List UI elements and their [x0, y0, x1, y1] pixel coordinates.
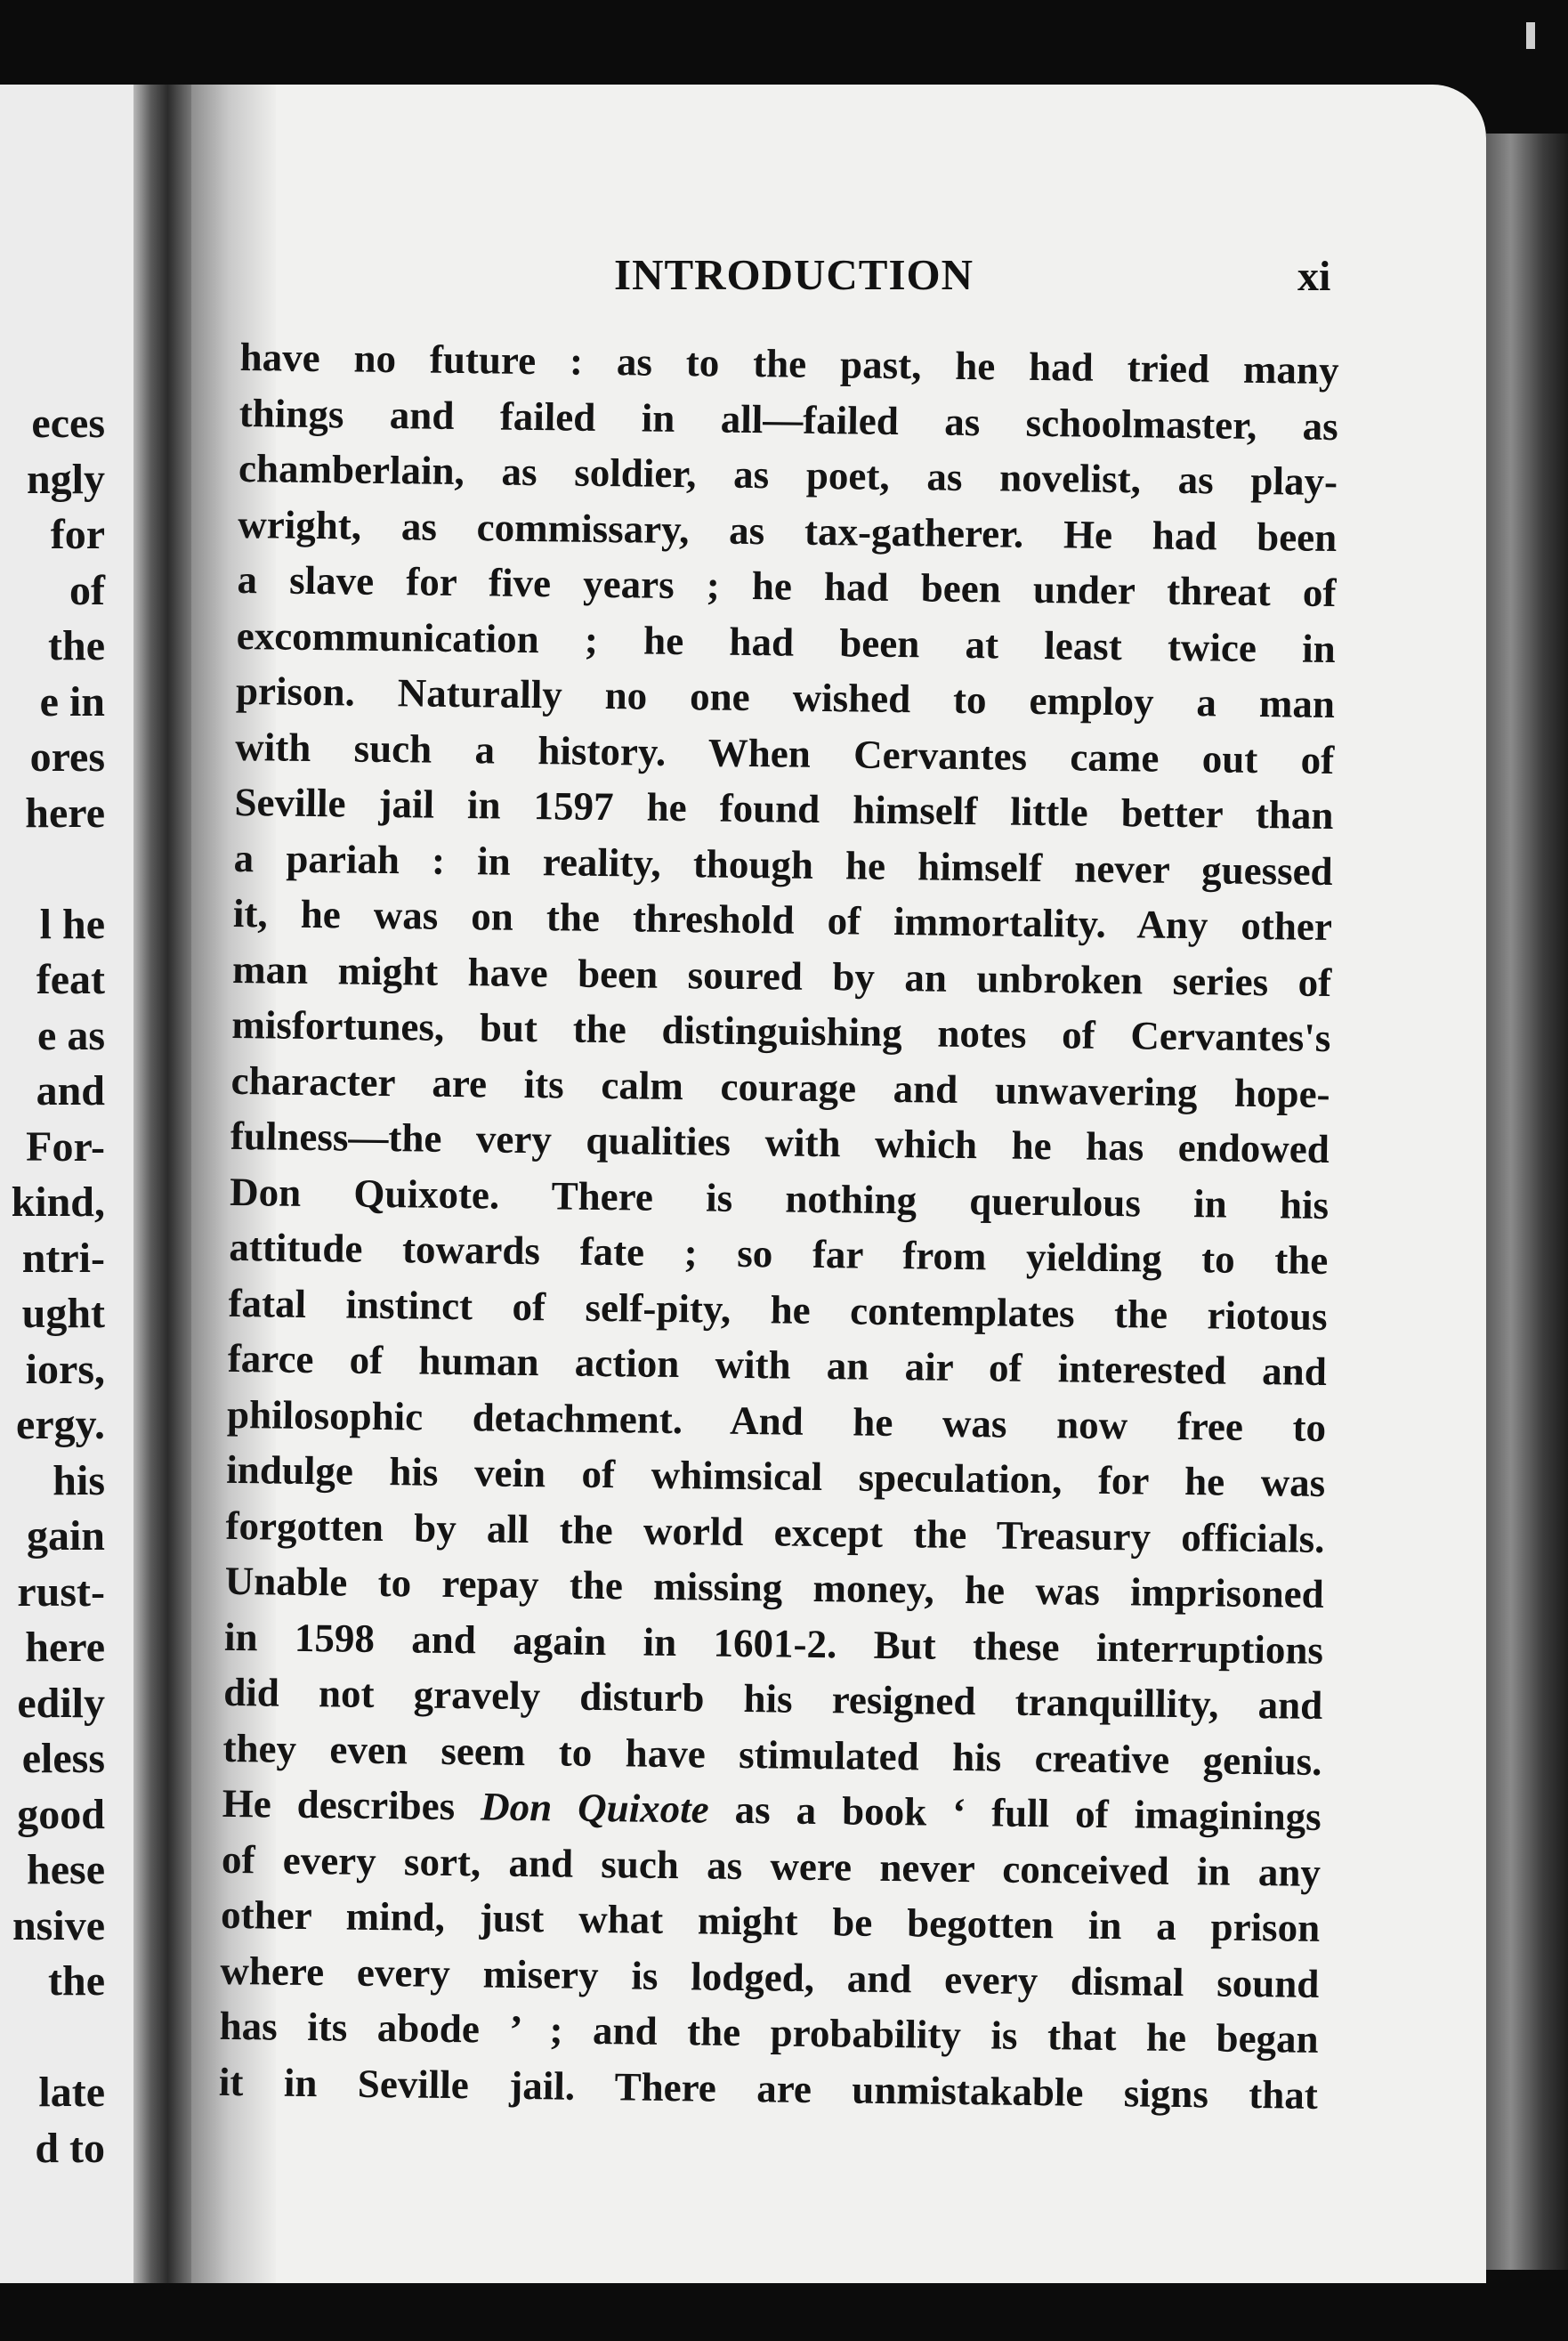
- left-line: iors,: [25, 1345, 105, 1393]
- left-line: d to: [35, 2124, 105, 2172]
- left-line: [0, 841, 105, 897]
- left-line: nsive: [12, 1901, 105, 1949]
- left-line: and: [36, 1067, 105, 1114]
- left-line: his: [53, 1456, 105, 1504]
- left-line: the: [48, 1957, 105, 2005]
- left-line: ergy.: [16, 1401, 105, 1448]
- left-line: ntri-: [21, 1234, 105, 1282]
- text-line: Don Quixote. There is nothing querulous in his: [229, 1169, 1330, 1227]
- page-number: xi: [1297, 253, 1331, 300]
- text-line: farce of human action with an air of interested and: [227, 1335, 1328, 1394]
- left-line: kind,: [11, 1179, 105, 1226]
- text-line: man might have been soured by an unbroken series of: [231, 946, 1332, 1005]
- text-line: has its abode ’ ; and the probability is that he began: [219, 2003, 1319, 2062]
- left-line: For-: [26, 1122, 105, 1170]
- left-line: here: [25, 789, 105, 837]
- left-line: the: [48, 622, 105, 669]
- text-line: where every misery is lodged, and every dismal sound: [220, 1948, 1320, 2006]
- scan-speck: [1526, 22, 1535, 49]
- left-line: l he: [39, 900, 105, 948]
- left-line: ores: [29, 733, 105, 781]
- left-line: of: [69, 566, 105, 614]
- text-line: Seville jail in 1597 he found himself little better than: [234, 779, 1334, 838]
- left-line: ngly: [26, 455, 105, 503]
- page-stack-edge: [1486, 134, 1568, 2270]
- left-line: ught: [21, 1290, 105, 1337]
- left-line: [0, 2010, 105, 2066]
- left-page-text: [0, 396, 105, 2176]
- left-line: e in: [39, 677, 105, 725]
- left-line: edily: [17, 1679, 105, 1727]
- text-run: He describes: [222, 1780, 481, 1829]
- text-line: Unable to repay the missing money, he was imprisoned: [224, 1558, 1325, 1616]
- text-line: it in Seville jail. There are unmistakable signs that: [218, 2059, 1319, 2118]
- text-line: they even seem to have stimulated his creative genius.: [222, 1725, 1322, 1784]
- text-line: forgotten by all the world except the Treasury officials.: [225, 1503, 1325, 1561]
- left-line: good: [17, 1790, 105, 1838]
- left-line: hese: [27, 1846, 105, 1893]
- text-line: wright, as commissary, as tax-gatherer. He had been: [238, 501, 1338, 560]
- text-line: fulness—the very qualities with which he has endowed: [230, 1113, 1330, 1172]
- left-line: gain: [26, 1512, 105, 1559]
- text-line: a pariah : in reality, though he himself never guessed: [233, 835, 1333, 894]
- text-line: other mind, just what might be begotten in a prison: [220, 1891, 1321, 1950]
- body-text: [219, 329, 1339, 2123]
- text-line: attitude towards fate ; so far from yielding to the: [229, 1224, 1329, 1284]
- text-line: did not gravely disturb his resigned tranquillity, and: [222, 1669, 1323, 1728]
- text-line: of every sort, and such as were never conceived in any: [221, 1836, 1321, 1895]
- left-line: e as: [37, 1011, 105, 1059]
- text-line: a slave for five years ; he had been under threat of: [237, 556, 1337, 616]
- text-line: indulge his vein of whimsical speculation, for he was: [226, 1446, 1326, 1505]
- text-line: prison. Naturally no one wished to employ a man: [235, 668, 1336, 727]
- left-line: for: [50, 511, 105, 558]
- text-line: chamberlain, as soldier, as poet, as novelist, as play-: [238, 445, 1338, 505]
- text-line: things and failed in all—failed as schoolmaster, as: [238, 390, 1339, 449]
- text-line: excommunication ; he had been at least twice in: [236, 612, 1337, 671]
- text-line: have no future : as to the past, he had tried many: [239, 334, 1339, 393]
- text-line: misfortunes, but the distinguishing notes of Cervantes's: [231, 1001, 1331, 1061]
- left-line: eces: [31, 400, 105, 447]
- text-line: philosophic detachment. And he was now free to: [226, 1391, 1327, 1450]
- left-line: feat: [36, 956, 105, 1003]
- text-line: character are its calm courage and unwavering hope-: [230, 1057, 1330, 1116]
- text-run: as a book ‘ full of imaginings: [708, 1786, 1321, 1839]
- text-line: with such a history. When Cervantes came out of: [234, 724, 1335, 782]
- text-line: it, he was on the threshold of immortality. Any other: [232, 890, 1333, 950]
- left-line: late: [38, 2069, 105, 2116]
- text-line: fatal instinct of self-pity, he contemplates the riotous: [228, 1280, 1328, 1339]
- left-line: rust-: [17, 1567, 105, 1616]
- text-line: in 1598 and again in 1601-2. But these interruptions: [223, 1614, 1324, 1673]
- left-line: eless: [21, 1735, 105, 1782]
- book-title-italic: Don Quixote: [480, 1784, 710, 1832]
- running-head: INTRODUCTION: [614, 250, 974, 299]
- left-line: here: [25, 1624, 105, 1671]
